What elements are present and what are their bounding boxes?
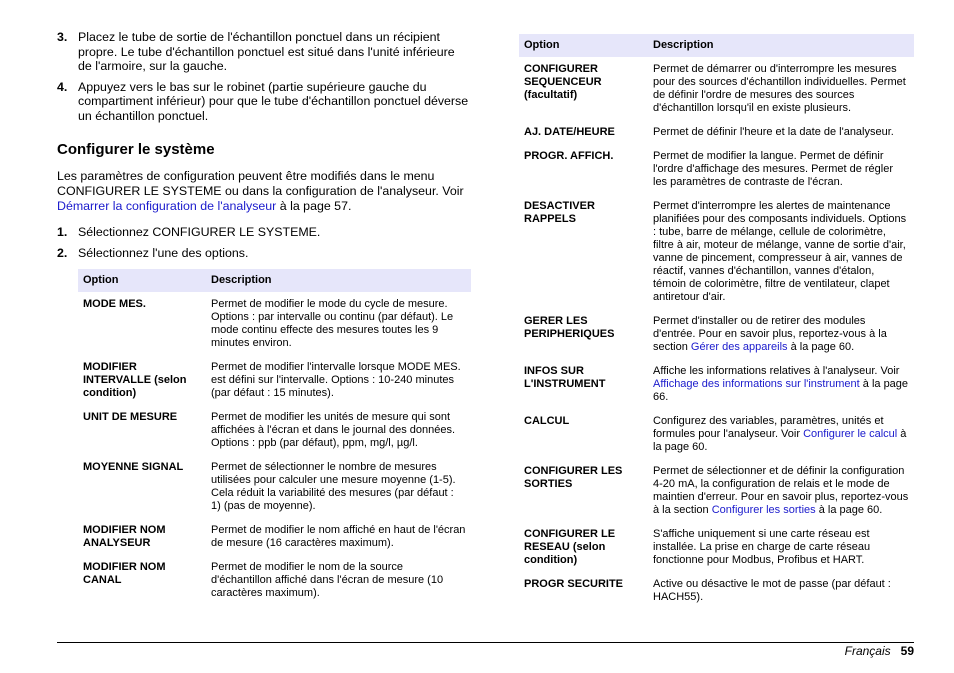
table-row bbox=[519, 197, 914, 312]
intro-text-end: à la page 57. bbox=[276, 198, 352, 213]
description-text: Permet de sélectionner et de définir la configuration 4-20 mA, la configuration de relais et le mode de maintien d'erreur. Pour en savoir plus, reportez-vous à la section bbox=[653, 465, 909, 516]
table-row bbox=[78, 558, 471, 608]
step-text: Appuyez vers le bas sur le robinet (partie supérieure gauche du compartiment inférieur) pour que le tube d'échantillon ponctuel déverse un échantillon ponctuel. bbox=[78, 79, 469, 123]
option-description: Permet de démarrer ou d'interrompre les mesures pour des sources d'échantillon individuelles. Permet de définir l'ordre de mesures des sources d'échantillon lorsqu'il en existe plusieurs. bbox=[653, 63, 906, 114]
footer-divider bbox=[57, 642, 914, 643]
column-header-option: Option bbox=[78, 269, 206, 292]
option-description: Permet d'interrompre les alertes de maintenance planifiées pour des composants individuels. Options : tube, barre de mélange, cellule de colorimètre, filtre à air, moteur de mélange, vanne de sortie d'air, vanne de pincement, compresseur à air, vannes de réactif, vannes d'échantillon, vannes d'étalon, témoin de colorimètre, filtre de ventilateur, clapet antiretour d'air. bbox=[653, 200, 907, 303]
step-text: Sélectionnez CONFIGURER LE SYSTEME. bbox=[78, 225, 321, 240]
option-name: UNIT DE MESURE bbox=[83, 411, 178, 424]
options-table-right bbox=[519, 34, 914, 612]
table-row bbox=[519, 362, 914, 412]
table-row bbox=[519, 147, 914, 197]
cross-reference-link[interactable]: Affichage des informations sur l'instrument bbox=[653, 378, 860, 390]
option-name: MODIFIER NOM ANALYSEUR bbox=[83, 524, 166, 550]
step-number: 1. bbox=[57, 225, 68, 240]
table-row bbox=[78, 358, 471, 408]
table-row bbox=[519, 462, 914, 525]
intro-text: Les paramètres de configuration peuvent être modifiés dans le menu CONFIGURER LE SYSTEME ou dans la configuration de l'analyseur. Voir bbox=[57, 168, 464, 198]
section-intro bbox=[57, 169, 471, 215]
description-text-end: à la page 66. bbox=[653, 378, 909, 403]
cross-reference-link[interactable]: Configurer les sorties bbox=[711, 504, 816, 516]
option-name: CONFIGURER SEQUENCEUR (facultatif) bbox=[524, 63, 602, 101]
table-row bbox=[519, 575, 914, 612]
step-text: Sélectionnez l'une des options. bbox=[78, 245, 249, 260]
step-number: 4. bbox=[57, 79, 68, 94]
step-3 bbox=[57, 30, 471, 74]
table-row bbox=[519, 525, 914, 575]
option-name: CALCUL bbox=[524, 415, 570, 427]
step-text: Placez le tube de sortie de l'échantillon ponctuel dans un récipient propre. Le tube d'échantillon ponctuel est situé dans l'unité inférieure de l'armoire, sur la gauche. bbox=[78, 30, 455, 74]
table-row bbox=[78, 458, 471, 521]
table-row bbox=[519, 57, 914, 123]
table-row bbox=[519, 312, 914, 362]
step-number: 2. bbox=[57, 245, 68, 260]
table-row bbox=[78, 292, 471, 358]
column-header-description: Description bbox=[206, 269, 471, 292]
step-2 bbox=[57, 246, 471, 261]
description-text-end: à la page 60. bbox=[653, 428, 907, 453]
description-text: Permet d'installer ou de retirer des modules d'entrée. Pour en savoir plus, reportez-vous à la section bbox=[653, 315, 887, 353]
option-name: PROGR SECURITE bbox=[524, 578, 624, 590]
option-description: Permet de modifier la langue. Permet de définir l'ordre d'affichage des mesures. Permet de régler les paramètres de contraste de l'écran. bbox=[653, 150, 894, 188]
option-description: Permet de modifier les unités de mesure qui sont affichées à l'écran et dans le journal des données. Options : ppb (par défaut), ppm, mg/l, µg/l. bbox=[211, 411, 456, 450]
option-name: CONFIGURER LE RESEAU (selon condition) bbox=[524, 528, 616, 566]
options-table-left bbox=[78, 269, 471, 608]
cross-reference-link[interactable]: Gérer des appareils bbox=[690, 341, 788, 353]
left-column bbox=[57, 30, 471, 608]
step-1 bbox=[57, 225, 471, 240]
cross-reference-link[interactable]: Configurer le calcul bbox=[803, 428, 898, 440]
option-description: Permet de modifier le nom affiché en haut de l'écran de mesure (16 caractères maximum). bbox=[211, 524, 466, 550]
section-title: Configurer le système bbox=[57, 140, 215, 158]
option-name: CONFIGURER LES SORTIES bbox=[524, 465, 623, 490]
option-description: Permet de modifier le mode du cycle de mesure. Options : par intervalle ou continu (par défaut). Le mode continu effecte des mesures toutes les 9 minutes environ. bbox=[211, 298, 454, 350]
page-number: 59 bbox=[900, 644, 914, 658]
footer-language: Français bbox=[844, 644, 891, 658]
option-description: Permet de définir l'heure et la date de l'analyseur. bbox=[653, 126, 894, 138]
description-text: Affiche les informations relatives à l'analyseur. Voir bbox=[653, 365, 900, 377]
intro-link[interactable]: Démarrer la configuration de l'analyseur bbox=[57, 198, 277, 213]
right-column bbox=[519, 34, 914, 612]
option-description bbox=[648, 362, 914, 412]
option-name: GERER LES PERIPHERIQUES bbox=[524, 315, 615, 340]
option-description bbox=[648, 412, 914, 462]
option-description: Permet de modifier le nom de la source d'échantillon affiché dans l'écran de mesure (10 caractères maximum). bbox=[211, 561, 444, 600]
option-name: AJ. DATE/HEURE bbox=[524, 126, 615, 138]
table-row bbox=[519, 412, 914, 462]
step-number: 3. bbox=[57, 30, 68, 44]
step-4 bbox=[57, 80, 471, 124]
option-description: Active ou désactive le mot de passe (par défaut : HACH55). bbox=[653, 578, 891, 603]
option-name: PROGR. AFFICH. bbox=[524, 150, 614, 162]
description-text-end: à la page 60. bbox=[815, 504, 883, 516]
page-footer bbox=[845, 644, 914, 658]
description-text: Configurez des variables, paramètres, unités et formules pour l'analyseur. Voir bbox=[653, 415, 884, 440]
option-description: Permet de sélectionner le nombre de mesures utilisées pour calculer une mesure moyenne (1-5). Cela réduit la variabilité des mesures (par défaut : 1) (pas de moyenne). bbox=[211, 461, 456, 513]
option-description: S'affiche uniquement si une carte réseau est installée. La prise en charge de carte réseau fonctionne pour Modbus, Profibus et HART. bbox=[653, 528, 871, 566]
option-name: MOYENNE SIGNAL bbox=[83, 461, 184, 474]
option-name: MODIFIER NOM CANAL bbox=[83, 561, 166, 587]
option-description: Permet de modifier l'intervalle lorsque MODE MES. est défini sur l'intervalle. Options : 10-240 minutes (par défaut : 15 minutes). bbox=[211, 361, 461, 400]
column-header-description: Description bbox=[648, 34, 914, 57]
table-row bbox=[78, 408, 471, 458]
table-row bbox=[78, 521, 471, 558]
description-text-end: à la page 60. bbox=[787, 341, 855, 353]
column-header-option: Option bbox=[519, 34, 648, 57]
option-description bbox=[648, 462, 914, 525]
option-description bbox=[648, 312, 914, 362]
option-name: MODE MES. bbox=[83, 298, 146, 311]
option-name: MODIFIER INTERVALLE (selon condition) bbox=[83, 361, 187, 400]
option-name: INFOS SUR L'INSTRUMENT bbox=[524, 365, 606, 390]
option-name: DESACTIVER RAPPELS bbox=[524, 200, 595, 225]
table-row bbox=[519, 123, 914, 147]
